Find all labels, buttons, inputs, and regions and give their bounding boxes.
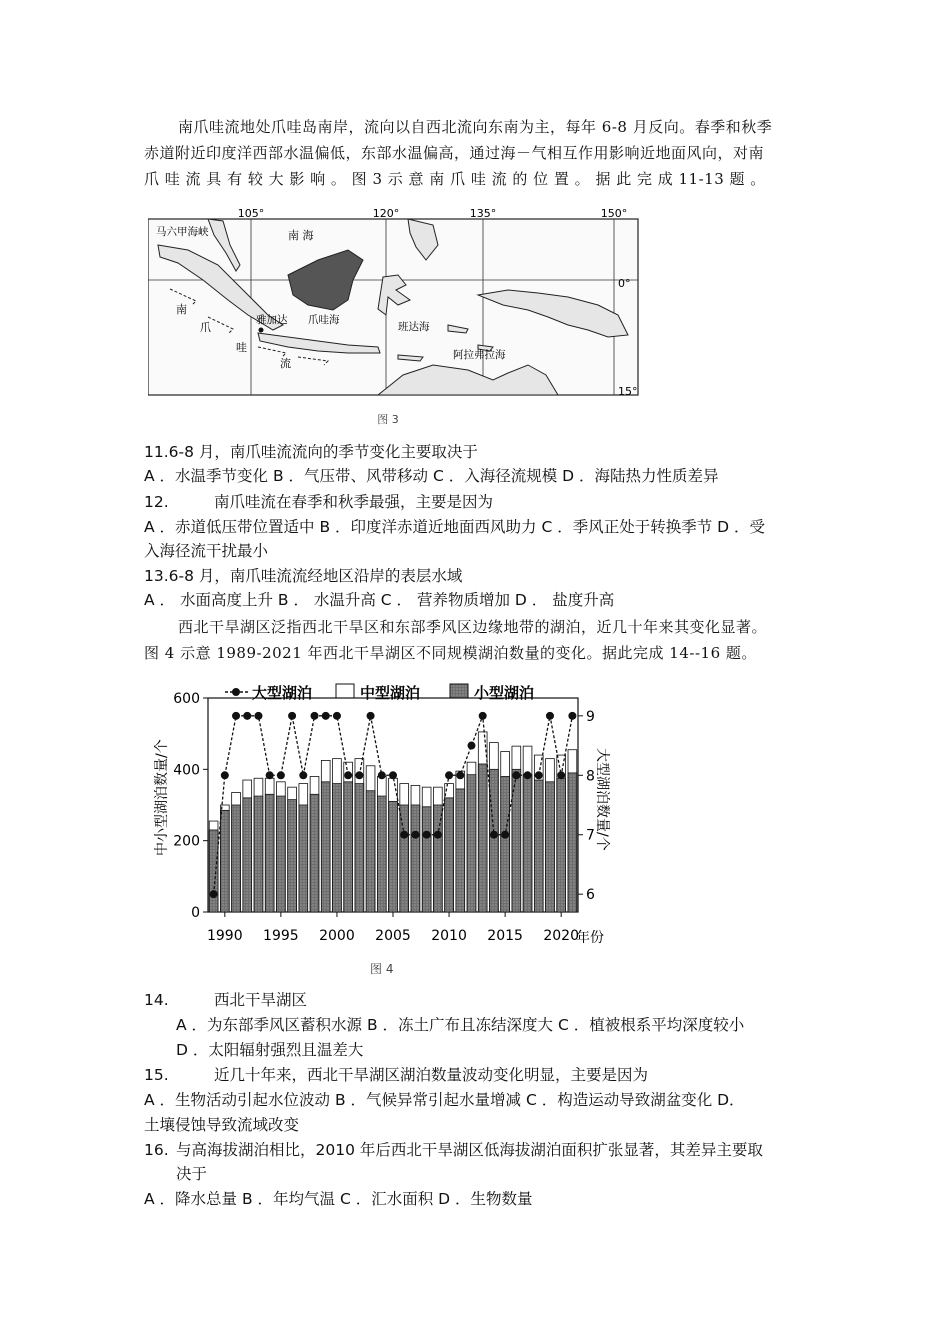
small-lake-bar	[265, 794, 274, 912]
intro-line: 爪 哇 流 具 有 较 大 影 响 。 图 3 示 意 南 爪 哇 流 的 位 置 。 据 此 完 成 11-13 题 。	[144, 170, 766, 188]
legend-medium: 中型湖泊	[360, 684, 421, 702]
y-left-tick-label: 200	[173, 833, 200, 850]
arafura-sea-label: 阿拉弗拉海	[453, 349, 506, 361]
question-15-stem: 近几十年来，西北干旱湖区湖泊数量波动变化明显，主要是因为	[214, 1066, 649, 1084]
large-lake-point	[277, 771, 285, 779]
question-15-number: 15.	[144, 1066, 169, 1084]
small-lake-bar	[333, 784, 342, 912]
legend-small: 小型湖泊	[474, 684, 535, 702]
banda-sea-label: 班达海	[398, 321, 430, 333]
large-lake-point	[512, 771, 520, 779]
small-lake-bar	[557, 778, 566, 912]
question-15-options: A ．生物活动引起水位波动 B ．气候异常引起水量增减 C ．构造运动导致湖盆变化 D．	[144, 1091, 745, 1109]
java-sea-label: 爪哇海	[308, 314, 340, 326]
small-lake-bar	[433, 805, 442, 912]
large-lake-point	[367, 712, 375, 720]
question-16-stem: 与高海拔湖泊相比，2010 年后西北干旱湖区低海拔湖泊面积扩张显著，其差异主要取	[176, 1141, 763, 1159]
small-lake-bar	[411, 805, 420, 912]
question-12-options: A ．赤道低压带位置适中 B ．印度洋赤道近地面西风助力 C ．季风正处于转换季节 D ．受	[144, 518, 765, 536]
question-13-options: A ． 水面高度上升 B ． 水温升高 C ． 营养物质增加 D ． 盐度升高	[144, 591, 615, 609]
map-caption: 图 3	[377, 413, 399, 426]
small-lake-bar	[467, 775, 476, 912]
small-lake-bar	[445, 798, 454, 912]
map-figure-3	[148, 205, 648, 430]
large-lake-point	[389, 771, 397, 779]
intro-line: 图 4 示意 1989-2021 年西北干旱湖区不同规模湖泊数量的变化。据此完成 14--16 题。	[144, 644, 757, 662]
large-lake-point	[535, 771, 543, 779]
large-lake-point	[568, 712, 576, 720]
question-14-number: 14.	[144, 991, 169, 1009]
question-16-options: A ．降水总量 B ．年均气温 C ．汇水面积 D ．生物数量	[144, 1190, 533, 1208]
question-11-options: A ．水温季节变化 B ．气压带、风带移动 C ．入海径流规模 D ．海陆热力性质差异	[144, 467, 719, 485]
question-12-number: 12.	[144, 493, 169, 511]
question-15-options-cont: 土壤侵蚀导致流域改变	[144, 1116, 300, 1134]
y-right-tick-label: 7	[586, 827, 595, 844]
large-lake-point	[355, 771, 363, 779]
question-12-stem: 南爪哇流在春季和秋季最强，主要是因为	[214, 493, 494, 511]
current-label: 爪	[200, 321, 211, 334]
lon-label: 150°	[600, 207, 628, 220]
y-axis-left-label: 中小型湖泊数量/个	[154, 739, 170, 856]
current-label: 南	[176, 303, 187, 316]
lat-label: 0°	[618, 277, 631, 290]
intro-line: 西北干旱湖区泛指西北干旱区和东部季风区边缘地带的湖泊，近几十年来其变化显著。	[178, 618, 768, 636]
large-lake-point	[445, 771, 453, 779]
small-lake-bar	[456, 789, 465, 912]
small-lake-bar	[478, 764, 487, 912]
intro-paragraph-2	[144, 614, 814, 666]
small-lake-bar	[523, 775, 532, 912]
large-lake-point	[344, 771, 352, 779]
small-lake-bar	[344, 782, 353, 912]
small-lake-bar	[400, 805, 409, 912]
large-lake-point	[479, 712, 487, 720]
large-lake-point	[221, 771, 229, 779]
jakarta-label: 雅加达	[256, 314, 288, 326]
question-14-options: A ．为东部季风区蓄积水源 B ．冻土广布且冻结深度大 C ．植被根系平均深度较小	[176, 1016, 745, 1034]
small-lake-bar	[254, 796, 263, 912]
chart-caption: 图 4	[370, 962, 394, 976]
x-tick-label: 2015	[487, 928, 523, 944]
x-tick-label: 2000	[319, 928, 355, 944]
y-right-tick-label: 8	[586, 768, 595, 785]
lon-label: 105°	[237, 207, 265, 220]
large-lake-point	[210, 890, 218, 898]
large-lake-point	[411, 831, 419, 839]
x-axis-label: 年份	[576, 930, 604, 946]
y-right-tick-label: 9	[586, 708, 595, 725]
small-lake-bar	[277, 796, 286, 912]
small-lake-bar	[389, 801, 398, 912]
small-lake-bar	[501, 776, 510, 912]
large-lake-point	[311, 712, 319, 720]
x-tick-label: 1990	[206, 928, 243, 944]
small-lake-bar	[568, 773, 577, 912]
question-12-options-cont: 入海径流干扰最小	[144, 542, 269, 560]
small-lake-bar	[321, 782, 330, 912]
lon-label: 135°	[469, 207, 497, 220]
question-16-number: 16.	[144, 1141, 169, 1159]
question-16-stem-cont: 决于	[176, 1165, 208, 1183]
small-lake-bar	[422, 807, 431, 912]
y-left-tick-label: 0	[191, 905, 200, 921]
current-label: 哇	[236, 341, 247, 354]
small-lake-bar	[534, 780, 543, 912]
small-lake-bar	[220, 810, 229, 912]
large-lake-point	[524, 771, 532, 779]
small-lake-bar	[377, 796, 386, 912]
large-lake-point	[299, 771, 307, 779]
small-lake-bar	[243, 798, 252, 912]
large-lake-point	[423, 831, 431, 839]
small-lake-bar	[299, 805, 308, 912]
intro-line: 赤道附近印度洋西部水温偏低，东部水温偏高，通过海－气相互作用影响近地面风向，对南	[144, 144, 765, 162]
x-tick-label: 2020	[543, 928, 580, 944]
jakarta-marker	[259, 328, 264, 333]
small-lake-bar	[490, 769, 499, 912]
large-lake-point	[456, 771, 464, 779]
large-lake-point	[232, 712, 240, 720]
y-left-tick-label: 400	[173, 762, 200, 779]
x-tick-label: 2010	[431, 928, 467, 944]
large-lake-point	[322, 712, 330, 720]
large-lake-point	[490, 831, 498, 839]
large-lake-point	[434, 831, 442, 839]
small-lake-bar	[232, 805, 241, 912]
question-14-stem: 西北干旱湖区	[214, 991, 308, 1009]
x-tick-label: 2005	[375, 928, 411, 944]
large-lake-point	[400, 831, 408, 839]
large-lake-point	[467, 742, 475, 750]
large-lake-point	[266, 771, 274, 779]
intro-line: 南爪哇流地处爪哇岛南岸，流向以自西北流向东南为主，每年 6-8 月反向。春季和秋季	[178, 118, 773, 136]
intro-paragraph-1	[144, 114, 814, 192]
question-14-options-cont: D ．太阳辐射强烈且温差大	[176, 1041, 364, 1059]
large-lake-point	[546, 712, 554, 720]
current-label: 流	[280, 357, 291, 370]
large-lake-point	[557, 771, 565, 779]
south-sea-label: 南 海	[288, 229, 314, 242]
lon-label: 120°	[372, 207, 400, 220]
large-lake-point	[378, 771, 386, 779]
chart-figure-4	[150, 676, 620, 986]
y-right-tick-label: 6	[586, 887, 595, 904]
chart-legend	[225, 684, 534, 702]
small-lake-bar	[310, 794, 319, 912]
small-lake-bar	[209, 830, 218, 912]
small-lake-bar	[366, 791, 375, 912]
question-11-stem: 11.6-8 月，南爪哇流流向的季节变化主要取决于	[144, 443, 478, 461]
small-lake-bar	[355, 784, 364, 912]
lat-label: 15°	[618, 385, 638, 398]
large-lake-point	[288, 712, 296, 720]
question-13-stem: 13.6-8 月，南爪哇流流经地区沿岸的表层水域	[144, 567, 463, 585]
malacca-label: 马六甲海峡	[156, 226, 209, 238]
large-lake-point	[254, 712, 262, 720]
x-tick-label: 1995	[263, 928, 299, 944]
small-lake-bar	[546, 782, 555, 912]
large-lake-point	[243, 712, 251, 720]
small-lake-bar	[288, 800, 297, 912]
large-lake-point	[501, 831, 509, 839]
y-axis-right-label: 大型湖泊数量/个	[594, 748, 610, 851]
large-lake-point	[333, 712, 341, 720]
y-left-tick-label: 600	[173, 691, 200, 707]
legend-large: 大型湖泊	[252, 684, 313, 702]
